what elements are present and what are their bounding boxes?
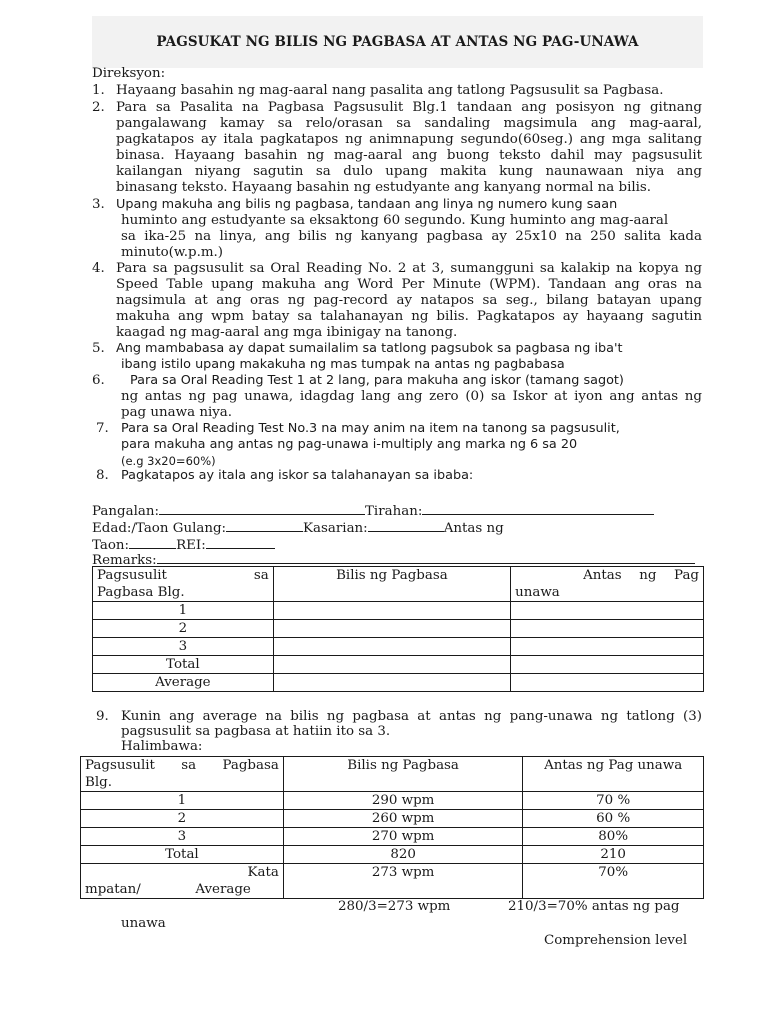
- table-row: Total: [93, 656, 704, 674]
- comprehension-level-label: Comprehension level: [544, 933, 688, 948]
- remarks-label: Remarks:: [92, 553, 157, 568]
- antas-cell[interactable]: [511, 602, 704, 620]
- item-number: 4.: [92, 261, 105, 276]
- item-line: (e.g 3x20=60%): [121, 454, 216, 468]
- item-line: minuto(w.p.m.): [121, 245, 224, 260]
- table-row: 1: [93, 602, 704, 620]
- example-table: [80, 756, 704, 899]
- taon-label: Taon:: [92, 538, 130, 553]
- item-line: makuha ang wpm batay sa talahanayan ng bilis. Pagkatapos ay hayaang sagutin: [116, 309, 702, 324]
- item-number: 3.: [92, 197, 105, 212]
- formula-wpm: 280/3=273 wpm: [338, 899, 451, 914]
- kasarian-field[interactable]: [368, 518, 444, 532]
- item-line: binasang teksto. Hayaang basahin ng estudyante ang kanyang normal na bilis.: [116, 180, 652, 195]
- item-number: 9.: [96, 709, 109, 724]
- table-row: 3: [93, 638, 704, 656]
- header-pagsusulit: Pagsusulit sa Pagbasa Blg.: [81, 757, 284, 792]
- item-line: Pagkatapos ay itala ang iskor sa talahanayan sa ibaba:: [121, 468, 474, 483]
- item-line: Upang makuha ang bilis ng pagbasa, tandaan ang linya ng numero kung saan: [116, 197, 618, 212]
- item-line: pagkatapos ay itala pagkatapos ng animnapung segundo(60seg.) ang mga salitang: [116, 132, 702, 147]
- item-line: Para sa Oral Reading Test 1 at 2 lang, para makuha ang iskor (tamang sagot): [130, 373, 624, 388]
- item-line: sa ika-25 na linya, ang bilis ng kanyang pagbasa ay 25x10 na 250 salita kada: [121, 229, 702, 244]
- item-line: Hayaang basahin ng mag-aaral nang pasalita ang tatlong Pagsusulit sa Pagbasa.: [116, 83, 664, 98]
- score-table: [92, 566, 704, 692]
- bilis-cell[interactable]: [273, 602, 510, 620]
- table-row: 2: [93, 620, 704, 638]
- item-number: 5.: [92, 341, 105, 356]
- bilis-cell[interactable]: [273, 620, 510, 638]
- item-number: 2.: [92, 100, 105, 115]
- antas-cell[interactable]: [511, 656, 704, 674]
- bilis-cell[interactable]: [273, 656, 510, 674]
- taon-field[interactable]: [129, 535, 176, 549]
- table-row: Kata mpatan/ Average 273 wpm 70%: [81, 864, 704, 899]
- item-line: pangalawang kamay sa relo/orasan sa sandaling magsimula ang mag-aaral,: [116, 116, 702, 131]
- tirahan-field[interactable]: [422, 501, 654, 515]
- title-banner: [92, 16, 703, 68]
- item-line: nagsimula at ang oras ng pag-record ay natapos sa seg., bilang batayan upang: [116, 293, 702, 308]
- table-row: Average: [93, 674, 704, 692]
- table-row: 3 270 wpm 80%: [81, 828, 704, 846]
- item-line: kaagad ng mag-aaral ang mga ibinigay na tanong.: [116, 325, 458, 340]
- tirahan-label: Tirahan:: [364, 504, 423, 519]
- header-antas: Antas ng Pag unawa: [511, 567, 704, 602]
- formula-antas: 210/3=70% antas ng pag: [508, 899, 680, 914]
- item-line: pag unawa niya.: [121, 405, 233, 420]
- bilis-cell[interactable]: [273, 638, 510, 656]
- direksyon-label: Direksyon:: [92, 66, 166, 81]
- average-label: Kata mpatan/ Average: [81, 864, 284, 899]
- table-header-row: [93, 567, 704, 602]
- header-antas: Antas ng Pag unawa: [523, 757, 704, 792]
- item-line: Kunin ang average na bilis ng pagbasa at antas ng pang-unawa ng tatlong (3): [121, 709, 702, 724]
- rei-label: REI:: [176, 538, 206, 553]
- item-line: kailangan niyang sagutin sa dulo upang makita kung naunawaan niya ang: [116, 164, 702, 179]
- item-line: para makuha ang antas ng pag-unawa i-multiply ang marka ng 6 sa 20: [121, 437, 578, 452]
- rei-field[interactable]: [206, 535, 275, 549]
- header-pagsusulit: Pagsusulit sa Pagbasa Blg.: [93, 567, 274, 602]
- item-line: Speed Table upang makuha ang Word Per Minute (WPM). Tandaan ang oras na: [116, 277, 702, 292]
- bilis-cell[interactable]: [273, 674, 510, 692]
- formula-unawa: unawa: [121, 916, 166, 931]
- item-number: 7.: [96, 421, 109, 436]
- edad-field[interactable]: [226, 518, 303, 532]
- edad-label: Edad:/Taon Gulang:: [92, 521, 227, 536]
- pangalan-field[interactable]: [159, 501, 365, 515]
- page-title: PAGSUKAT NG BILIS NG PAGBASA AT ANTAS NG PAG-UNAWA: [156, 34, 639, 50]
- header-bilis: Bilis ng Pagbasa: [283, 757, 523, 792]
- item-number: 8.: [96, 468, 109, 483]
- kasarian-label: Kasarian:: [303, 521, 368, 536]
- item-line: Para sa pagsusulit sa Oral Reading No. 2 at 3, sumangguni sa kalakip na kopya ng: [116, 261, 702, 276]
- item-line: ng antas ng pag unawa, idagdag lang ang zero (0) sa Iskor at iyon ang antas ng: [121, 389, 702, 404]
- halimbawa-label: Halimbawa:: [121, 739, 203, 754]
- item-line: Ang mambabasa ay dapat sumailalim sa tatlong pagsubok sa pagbasa ng iba't: [116, 341, 623, 356]
- header-bilis: Bilis ng Pagbasa: [273, 567, 510, 602]
- remarks-field[interactable]: [157, 550, 695, 564]
- antas-cell[interactable]: [511, 638, 704, 656]
- item-number: 6.: [92, 373, 105, 388]
- table-header-row: [81, 757, 704, 792]
- pangalan-label: Pangalan:: [92, 504, 159, 519]
- item-number: 1.: [92, 83, 105, 98]
- antas-cell[interactable]: [511, 674, 704, 692]
- item-line: Para sa Pasalita na Pagbasa Pagsusulit Blg.1 tandaan ang posisyon ng gitnang: [116, 100, 702, 115]
- table-row: 1 290 wpm 70 %: [81, 792, 704, 810]
- table-row: Total 820 210: [81, 846, 704, 864]
- antas-ng-label: Antas ng: [443, 521, 504, 536]
- item-line: pagsusulit sa pagbasa at hatiin ito sa 3.: [121, 724, 391, 739]
- item-line: Para sa Oral Reading Test No.3 na may anim na item na tanong sa pagsusulit,: [121, 421, 620, 436]
- table-row: 2 260 wpm 60 %: [81, 810, 704, 828]
- item-line: binasa. Hayaang basahin ng mag-aaral ang buong teksto dahil may pagsusulit: [116, 148, 702, 163]
- antas-cell[interactable]: [511, 620, 704, 638]
- item-line: ibang istilo upang makakuha ng mas tumpak na antas ng pagbabasa: [121, 357, 565, 372]
- item-line: huminto ang estudyante sa eksaktong 60 segundo. Kung huminto ang mag-aaral: [121, 213, 669, 228]
